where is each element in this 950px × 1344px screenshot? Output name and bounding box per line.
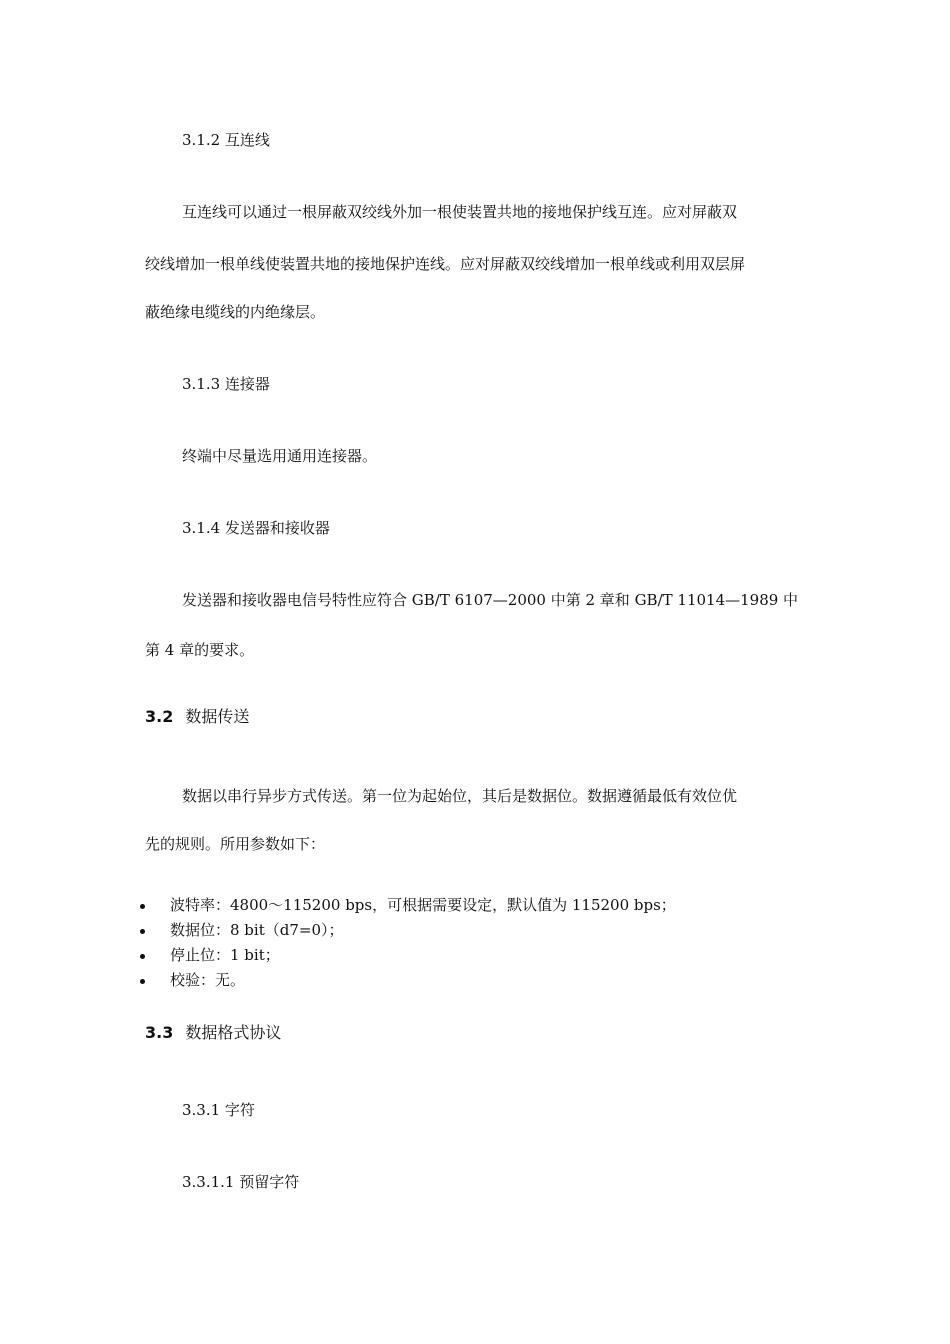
bullet-icon — [140, 904, 145, 909]
subsection-heading-3-3-1: 3.3.1 字符 — [182, 1101, 255, 1119]
bullet-icon — [140, 979, 145, 984]
paragraph-line: 发送器和接收器电信号特性应符合 GB/T 6107—2000 中第 2 章和 GB/T 11014—1989 中 — [182, 591, 799, 609]
section-number: 3.3 — [145, 1023, 174, 1042]
section-title: 数据格式协议 — [185, 1023, 282, 1042]
paragraph-line: 终端中尽量选用通用连接器。 — [182, 447, 378, 465]
paragraph-line: 第 4 章的要求。 — [145, 641, 255, 659]
section-title: 数据传送 — [185, 707, 250, 726]
subsection-heading-3-3-1-1: 3.3.1.1 预留字符 — [182, 1173, 300, 1191]
bullet-icon — [140, 954, 145, 959]
subsection-heading-3-1-3: 3.1.3 连接器 — [182, 375, 270, 393]
paragraph-line: 绞线增加一根单线使装置共地的接地保护连线。应对屏蔽双绞线增加一根单线或利用双层屏 — [145, 255, 746, 273]
section-heading-3-3 — [145, 1022, 281, 1044]
section-heading-3-2 — [145, 706, 249, 728]
paragraph-line: 互连线可以通过一根屏蔽双绞线外加一根使装置共地的接地保护线互连。应对屏蔽双 — [182, 203, 738, 221]
bullet-icon — [140, 929, 145, 934]
paragraph-line: 数据以串行异步方式传送。第一位为起始位，其后是数据位。数据遵循最低有效位优 — [182, 787, 738, 805]
paragraph-line: 先的规则。所用参数如下： — [145, 835, 326, 853]
section-number: 3.2 — [145, 707, 174, 726]
subsection-heading-3-1-2: 3.1.2 互连线 — [182, 131, 270, 149]
subsection-heading-3-1-4: 3.1.4 发送器和接收器 — [182, 519, 330, 537]
paragraph-line: 蔽绝缘电缆线的内绝缘层。 — [145, 303, 326, 321]
